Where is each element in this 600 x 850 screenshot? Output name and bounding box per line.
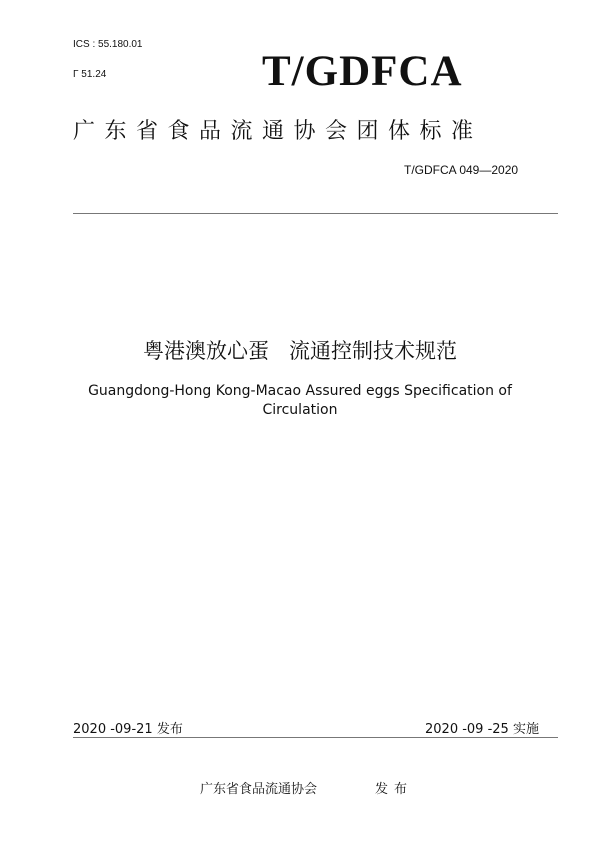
ccs-code: Γ 51.24 [73,69,107,80]
document-title-english [0,382,600,420]
ics-code: ICS : 55.180.01 [73,39,143,50]
top-divider [73,213,558,214]
issue-label: 发布 [375,782,414,797]
english-title-line-2: Circulation [262,402,338,418]
issuing-organization: 广东省食品流通协会 [200,782,318,797]
standard-number: T/GDFCA 049—2020 [404,163,519,177]
implementation-date: 2020 -09 -25 实施 [425,722,539,737]
english-title-line-1: Guangdong-Hong Kong-Macao Assured eggs Specification of [88,383,512,399]
bottom-divider [73,737,558,738]
standard-code-logo: T/GDFCA [262,48,463,95]
organization-title: 广东省食品流通协会团体标准 [73,119,483,144]
publish-date: 2020 -09-21 发布 [73,722,183,737]
document-title-chinese: 粤港澳放心蛋 流通控制技术规范 [142,339,458,363]
